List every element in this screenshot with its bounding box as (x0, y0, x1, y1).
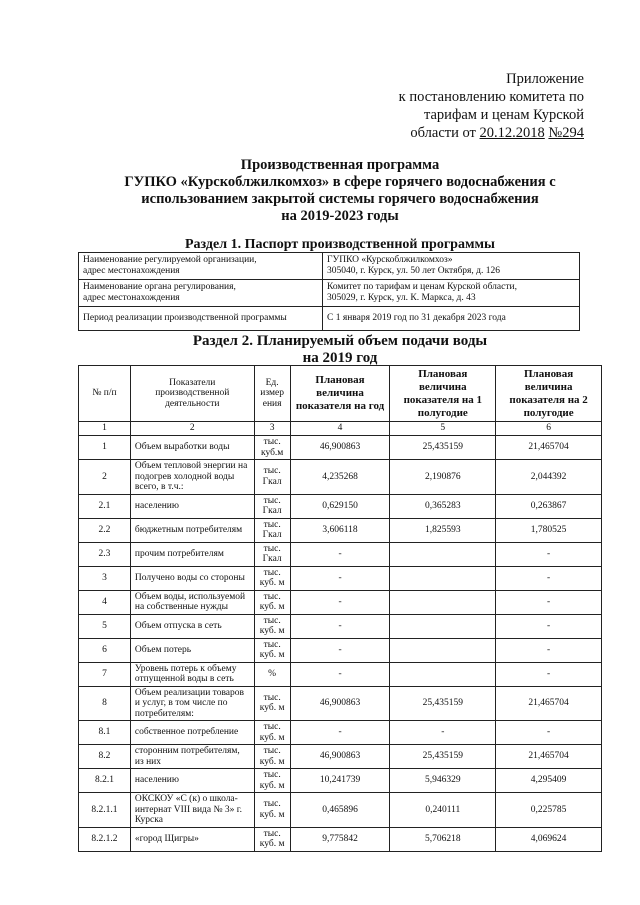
column-number: 5 (390, 422, 496, 436)
unit-cell: тыс. куб. м (254, 590, 290, 614)
section2-heading (100, 333, 580, 367)
passport-key (79, 307, 323, 331)
unit-cell: тыс. Гкал (254, 542, 290, 566)
half2-value: 1,780525 (496, 518, 602, 542)
resolution-number: №294 (548, 125, 584, 141)
row-number: 8.2 (79, 745, 131, 769)
row-number: 2.1 (79, 494, 131, 518)
row-number: 8.2.1 (79, 769, 131, 793)
column-number: 3 (254, 422, 290, 436)
unit-cell: тыс. куб. м (254, 793, 290, 828)
half2-value: 21,465704 (496, 745, 602, 769)
unit-cell: тыс. куб. м (254, 721, 290, 745)
half1-value (390, 662, 496, 686)
title-line-4: на 2019-2023 годы (281, 208, 399, 224)
column-number: 4 (290, 422, 390, 436)
year-value: 46,900863 (290, 745, 390, 769)
half2-value: 21,465704 (496, 686, 602, 721)
half2-value: - (496, 721, 602, 745)
annex-line-4 (354, 124, 584, 142)
year-value: - (290, 566, 390, 590)
half2-value: 0,225785 (496, 793, 602, 828)
table-row (79, 542, 602, 566)
indicator-name: Объем воды, используемой на собственные нужды (130, 590, 254, 614)
passport-text: адрес местонахождения (83, 293, 180, 303)
section1-heading: Раздел 1. Паспорт производственной программы (185, 237, 495, 252)
year-value: - (290, 590, 390, 614)
indicator-name: населению (130, 769, 254, 793)
passport-row (79, 307, 580, 331)
half1-value: 25,435159 (390, 745, 496, 769)
passport-text: ГУПКО «Курскоблжилкомхоз» (327, 255, 453, 265)
year-value: - (290, 638, 390, 662)
passport-text: адрес местонахождения (83, 266, 180, 276)
row-number: 8.2.1.1 (79, 793, 131, 828)
half2-value: - (496, 542, 602, 566)
passport-text: 305029, г. Курск, ул. К. Маркса, д. 43 (327, 293, 476, 303)
half1-value: 5,946329 (390, 769, 496, 793)
year-value: - (290, 662, 390, 686)
indicator-name: Уровень потерь к объему отпущенной воды в сеть (130, 662, 254, 686)
indicator-name: прочим потребителям (130, 542, 254, 566)
column-number: 2 (130, 422, 254, 436)
section2-heading-line-1: Раздел 2. Планируемый объем подачи воды (192, 333, 488, 349)
half1-value: 1,825593 (390, 518, 496, 542)
table-row (79, 590, 602, 614)
half2-value: - (496, 614, 602, 638)
year-value: 9,775842 (290, 827, 390, 851)
indicator-name: Объем реализации товаров и услуг, в том числе по потребителям: (130, 686, 254, 721)
year-value: - (290, 721, 390, 745)
half2-value: - (496, 590, 602, 614)
row-number: 2.3 (79, 542, 131, 566)
row-number: 8.1 (79, 721, 131, 745)
indicator-name: сторонним потребителям, из них (130, 745, 254, 769)
indicator-name: Объем отпуска в сеть (130, 614, 254, 638)
unit-cell: тыс. куб. м (254, 686, 290, 721)
half1-value (390, 590, 496, 614)
indicator-name: Объем выработки воды (130, 436, 254, 460)
table-row (79, 662, 602, 686)
header-num: № п/п (79, 366, 131, 422)
passport-key (79, 253, 323, 280)
annex-line-4-prefix: области от (410, 125, 480, 141)
unit-cell: % (254, 662, 290, 686)
passport-text: Наименование органа регулирования, (83, 282, 236, 292)
header-half1: Плановая величина показателя на 1 полугодие (390, 366, 496, 422)
passport-value (323, 307, 580, 331)
passport-value (323, 253, 580, 280)
table-row (79, 436, 602, 460)
unit-cell: тыс. Гкал (254, 518, 290, 542)
passport-row (79, 280, 580, 307)
passport-text: Период реализации производственной программы (83, 313, 287, 323)
passport-text: 305040, г. Курск, ул. 50 лет Октября, д. 126 (327, 266, 500, 276)
resolution-date: 20.12.2018 (479, 125, 545, 141)
indicator-name: ОКСКОУ «С (к) о школа-интернат VIII вида № 3» г. Курска (130, 793, 254, 828)
indicator-name: населению (130, 494, 254, 518)
unit-cell: тыс. куб. м (254, 827, 290, 851)
half1-value (390, 614, 496, 638)
row-number: 6 (79, 638, 131, 662)
row-number: 5 (79, 614, 131, 638)
half1-value: 0,240111 (390, 793, 496, 828)
indicator-name: «город Щигры» (130, 827, 254, 851)
year-value: 3,606118 (290, 518, 390, 542)
row-number: 4 (79, 590, 131, 614)
half1-value (390, 638, 496, 662)
table-row (79, 793, 602, 828)
year-value: 46,900863 (290, 436, 390, 460)
row-number: 8.2.1.2 (79, 827, 131, 851)
passport-text: Комитет по тарифам и ценам Курской области, (327, 282, 517, 292)
column-number: 1 (79, 422, 131, 436)
indicator-name: бюджетным потребителям (130, 518, 254, 542)
row-number: 7 (79, 662, 131, 686)
water-supply-table (78, 365, 602, 852)
year-value: 0,629150 (290, 494, 390, 518)
half1-value: - (390, 721, 496, 745)
annex-header (354, 70, 584, 142)
year-value: 0,465896 (290, 793, 390, 828)
header-half2: Плановая величина показателя на 2 полугодие (496, 366, 602, 422)
unit-cell: тыс. куб. м (254, 638, 290, 662)
header-unit: Ед. измер ения (254, 366, 290, 422)
table-row (79, 494, 602, 518)
table-row (79, 827, 602, 851)
half2-value: 21,465704 (496, 436, 602, 460)
passport-row (79, 253, 580, 280)
table-row (79, 721, 602, 745)
unit-cell: тыс. куб.м (254, 436, 290, 460)
half1-value: 0,365283 (390, 494, 496, 518)
unit-cell: тыс. куб. м (254, 614, 290, 638)
section2-heading-line-2: на 2019 год (302, 350, 378, 366)
half1-value: 5,706218 (390, 827, 496, 851)
half2-value: 4,069624 (496, 827, 602, 851)
title-line-1: Производственная программа (240, 157, 440, 173)
half2-value: 0,263867 (496, 494, 602, 518)
year-value: - (290, 542, 390, 566)
indicator-name: собственное потребление (130, 721, 254, 745)
half2-value: - (496, 662, 602, 686)
passport-text: Наименование регулируемой организации, (83, 255, 257, 265)
table-row (79, 769, 602, 793)
half2-value: - (496, 638, 602, 662)
half2-value: 2,044392 (496, 460, 602, 495)
row-number: 8 (79, 686, 131, 721)
row-number: 1 (79, 436, 131, 460)
unit-cell: тыс. Гкал (254, 494, 290, 518)
table-row (79, 518, 602, 542)
unit-cell: тыс. куб. м (254, 769, 290, 793)
indicator-name: Объем потерь (130, 638, 254, 662)
column-number: 6 (496, 422, 602, 436)
half1-value: 2,190876 (390, 460, 496, 495)
title-line-2: ГУПКО «Курскоблжилкомхоз» в сфере горячего водоснабжения с (124, 174, 556, 190)
header-name: Показатели производственной деятельности (130, 366, 254, 422)
annex-line-2: к постановлению комитета по (398, 89, 584, 105)
row-number: 2 (79, 460, 131, 495)
table-row (79, 686, 602, 721)
table-row (79, 460, 602, 495)
unit-cell: тыс. Гкал (254, 460, 290, 495)
annex-line-1: Приложение (506, 71, 584, 87)
half2-value: 4,295409 (496, 769, 602, 793)
passport-table (78, 252, 580, 331)
indicator-name: Получено воды со стороны (130, 566, 254, 590)
year-value: - (290, 614, 390, 638)
half1-value (390, 566, 496, 590)
year-value: 46,900863 (290, 686, 390, 721)
unit-cell: тыс. куб. м (254, 745, 290, 769)
header-year: Плановая величина показателя на год (290, 366, 390, 422)
table-row (79, 745, 602, 769)
table-row (79, 614, 602, 638)
row-number: 2.2 (79, 518, 131, 542)
table-row (79, 566, 602, 590)
indicator-name: Объем тепловой энергии на подогрев холодной воды всего, в т.ч.: (130, 460, 254, 495)
passport-value (323, 280, 580, 307)
row-number: 3 (79, 566, 131, 590)
year-value: 10,241739 (290, 769, 390, 793)
half2-value: - (496, 566, 602, 590)
document-title (100, 157, 580, 225)
passport-text: С 1 января 2019 год по 31 декабря 2023 года (327, 313, 506, 323)
unit-cell: тыс. куб. м (254, 566, 290, 590)
annex-line-3: тарифам и ценам Курской (423, 107, 584, 123)
half1-value (390, 542, 496, 566)
title-line-3: использованием закрытой системы горячего водоснабжения (141, 191, 539, 207)
table-row (79, 638, 602, 662)
half1-value: 25,435159 (390, 436, 496, 460)
year-value: 4,235268 (290, 460, 390, 495)
passport-key (79, 280, 323, 307)
half1-value: 25,435159 (390, 686, 496, 721)
